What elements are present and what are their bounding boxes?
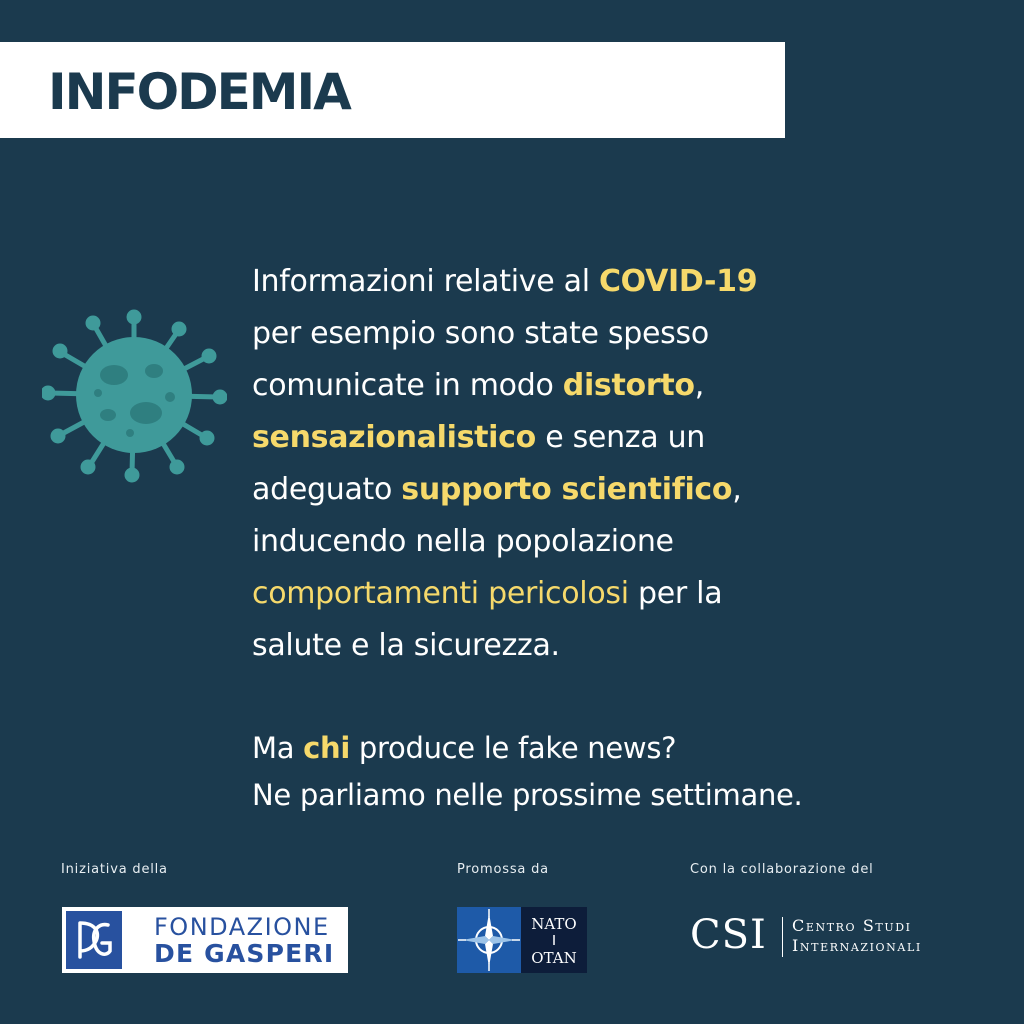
highlight-supporto: supporto scientifico	[401, 472, 733, 507]
body-line-5: adeguato supporto scientifico,	[252, 472, 742, 507]
fdg-name-line1: FONDAZIONE	[154, 913, 330, 941]
nato-text: NATO	[531, 915, 577, 933]
fondazione-de-gasperi-logo	[62, 907, 348, 973]
csi-divider	[782, 917, 783, 957]
highlight-chi: chi	[303, 731, 351, 765]
body-line-3: comunicate in modo distorto,	[252, 368, 704, 403]
fdg-logo-mark	[66, 911, 122, 969]
body-paragraph	[252, 256, 992, 672]
csi-abbreviation: CSI	[690, 912, 767, 958]
promoted-label: Promossa da	[457, 862, 549, 877]
body-line-8: salute e la sicurezza.	[252, 628, 560, 663]
csi-logo	[690, 908, 980, 964]
page-title: INFODEMIA	[48, 63, 350, 121]
highlight-sensazionalistico: sensazionalistico	[252, 420, 536, 455]
body-line-4: sensazionalistico e senza un	[252, 420, 705, 455]
body-line-1: Informazioni relative al COVID-19	[252, 264, 758, 299]
nato-logo	[457, 907, 587, 973]
question-line-2: Ne parliamo nelle prossime settimane.	[252, 778, 803, 812]
question-paragraph	[252, 725, 802, 819]
question-line-1: Ma chi produce le fake news?	[252, 731, 677, 765]
body-line-6: inducendo nella popolazione	[252, 524, 674, 559]
body-line-2: per esempio sono state spesso	[252, 316, 709, 351]
csi-name-line1: Centro Studi	[792, 916, 912, 935]
fdg-name-line2: DE GASPERI	[154, 939, 335, 968]
collab-label: Con la collaborazione del	[690, 862, 874, 877]
otan-text: OTAN	[531, 949, 577, 967]
csi-name-line2: Internazionali	[792, 936, 922, 955]
highlight-covid: COVID-19	[598, 264, 758, 299]
virus-icon	[42, 305, 227, 485]
highlight-comportamenti: comportamenti pericolosi	[252, 576, 629, 611]
initiative-label: Iniziativa della	[61, 862, 168, 877]
highlight-distorto: distorto	[562, 368, 695, 403]
body-line-7: comportamenti pericolosi per la	[252, 576, 723, 611]
